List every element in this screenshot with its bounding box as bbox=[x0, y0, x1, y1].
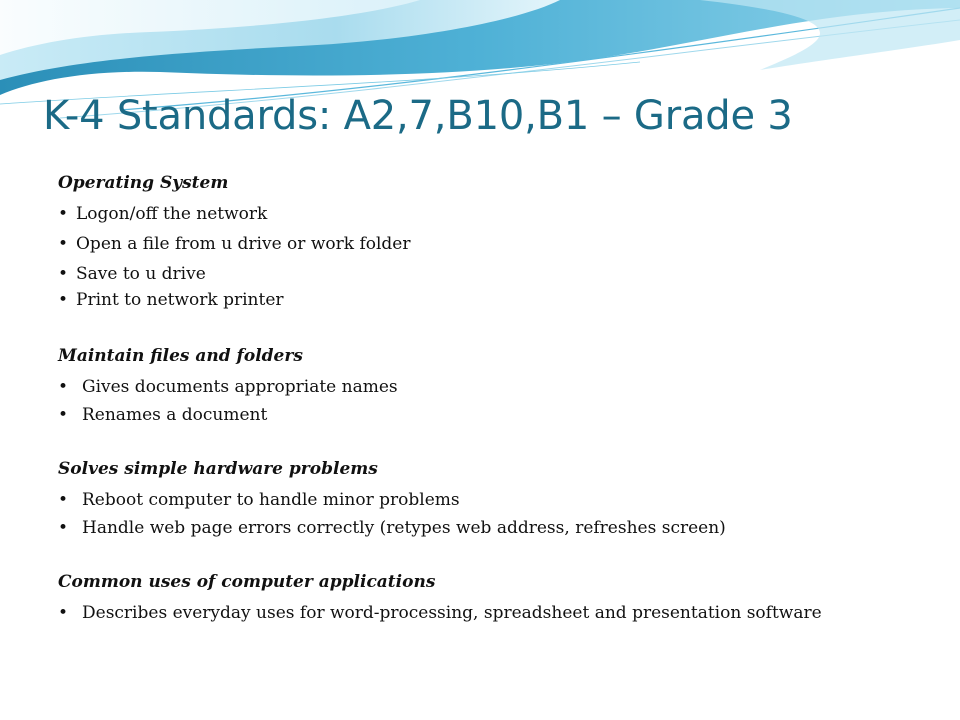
list-item: • Renames a document bbox=[58, 402, 918, 428]
section-maintain-files bbox=[58, 343, 918, 428]
list-item: • Save to u drive bbox=[58, 261, 918, 287]
slide-content bbox=[58, 170, 918, 656]
section-heading: Solves simple hardware problems bbox=[58, 459, 378, 479]
slide-title: K-4 Standards: A2,7,B10,B1 – Grade 3 bbox=[43, 93, 793, 139]
section-operating-system bbox=[58, 170, 918, 313]
list-item: • Print to network printer bbox=[58, 287, 918, 313]
list-item: • Logon/off the network bbox=[58, 201, 918, 227]
bullet-list bbox=[58, 374, 918, 428]
list-item: • Gives documents appropriate names bbox=[58, 374, 918, 400]
list-item: • Reboot computer to handle minor problems bbox=[58, 487, 918, 513]
section-heading: Operating System bbox=[58, 173, 229, 193]
bullet-list bbox=[58, 600, 918, 626]
section-computer-applications bbox=[58, 569, 918, 626]
list-item: • Handle web page errors correctly (retypes web address, refreshes screen) bbox=[58, 515, 918, 541]
section-hardware-problems bbox=[58, 456, 918, 541]
list-item: • Open a file from u drive or work folder bbox=[58, 231, 918, 257]
bullet-list bbox=[58, 487, 918, 541]
section-heading: Maintain files and folders bbox=[58, 346, 303, 366]
bullet-list bbox=[58, 201, 918, 313]
list-item: • Describes everyday uses for word-processing, spreadsheet and presentation software bbox=[58, 600, 918, 626]
section-heading: Common uses of computer applications bbox=[58, 572, 436, 592]
